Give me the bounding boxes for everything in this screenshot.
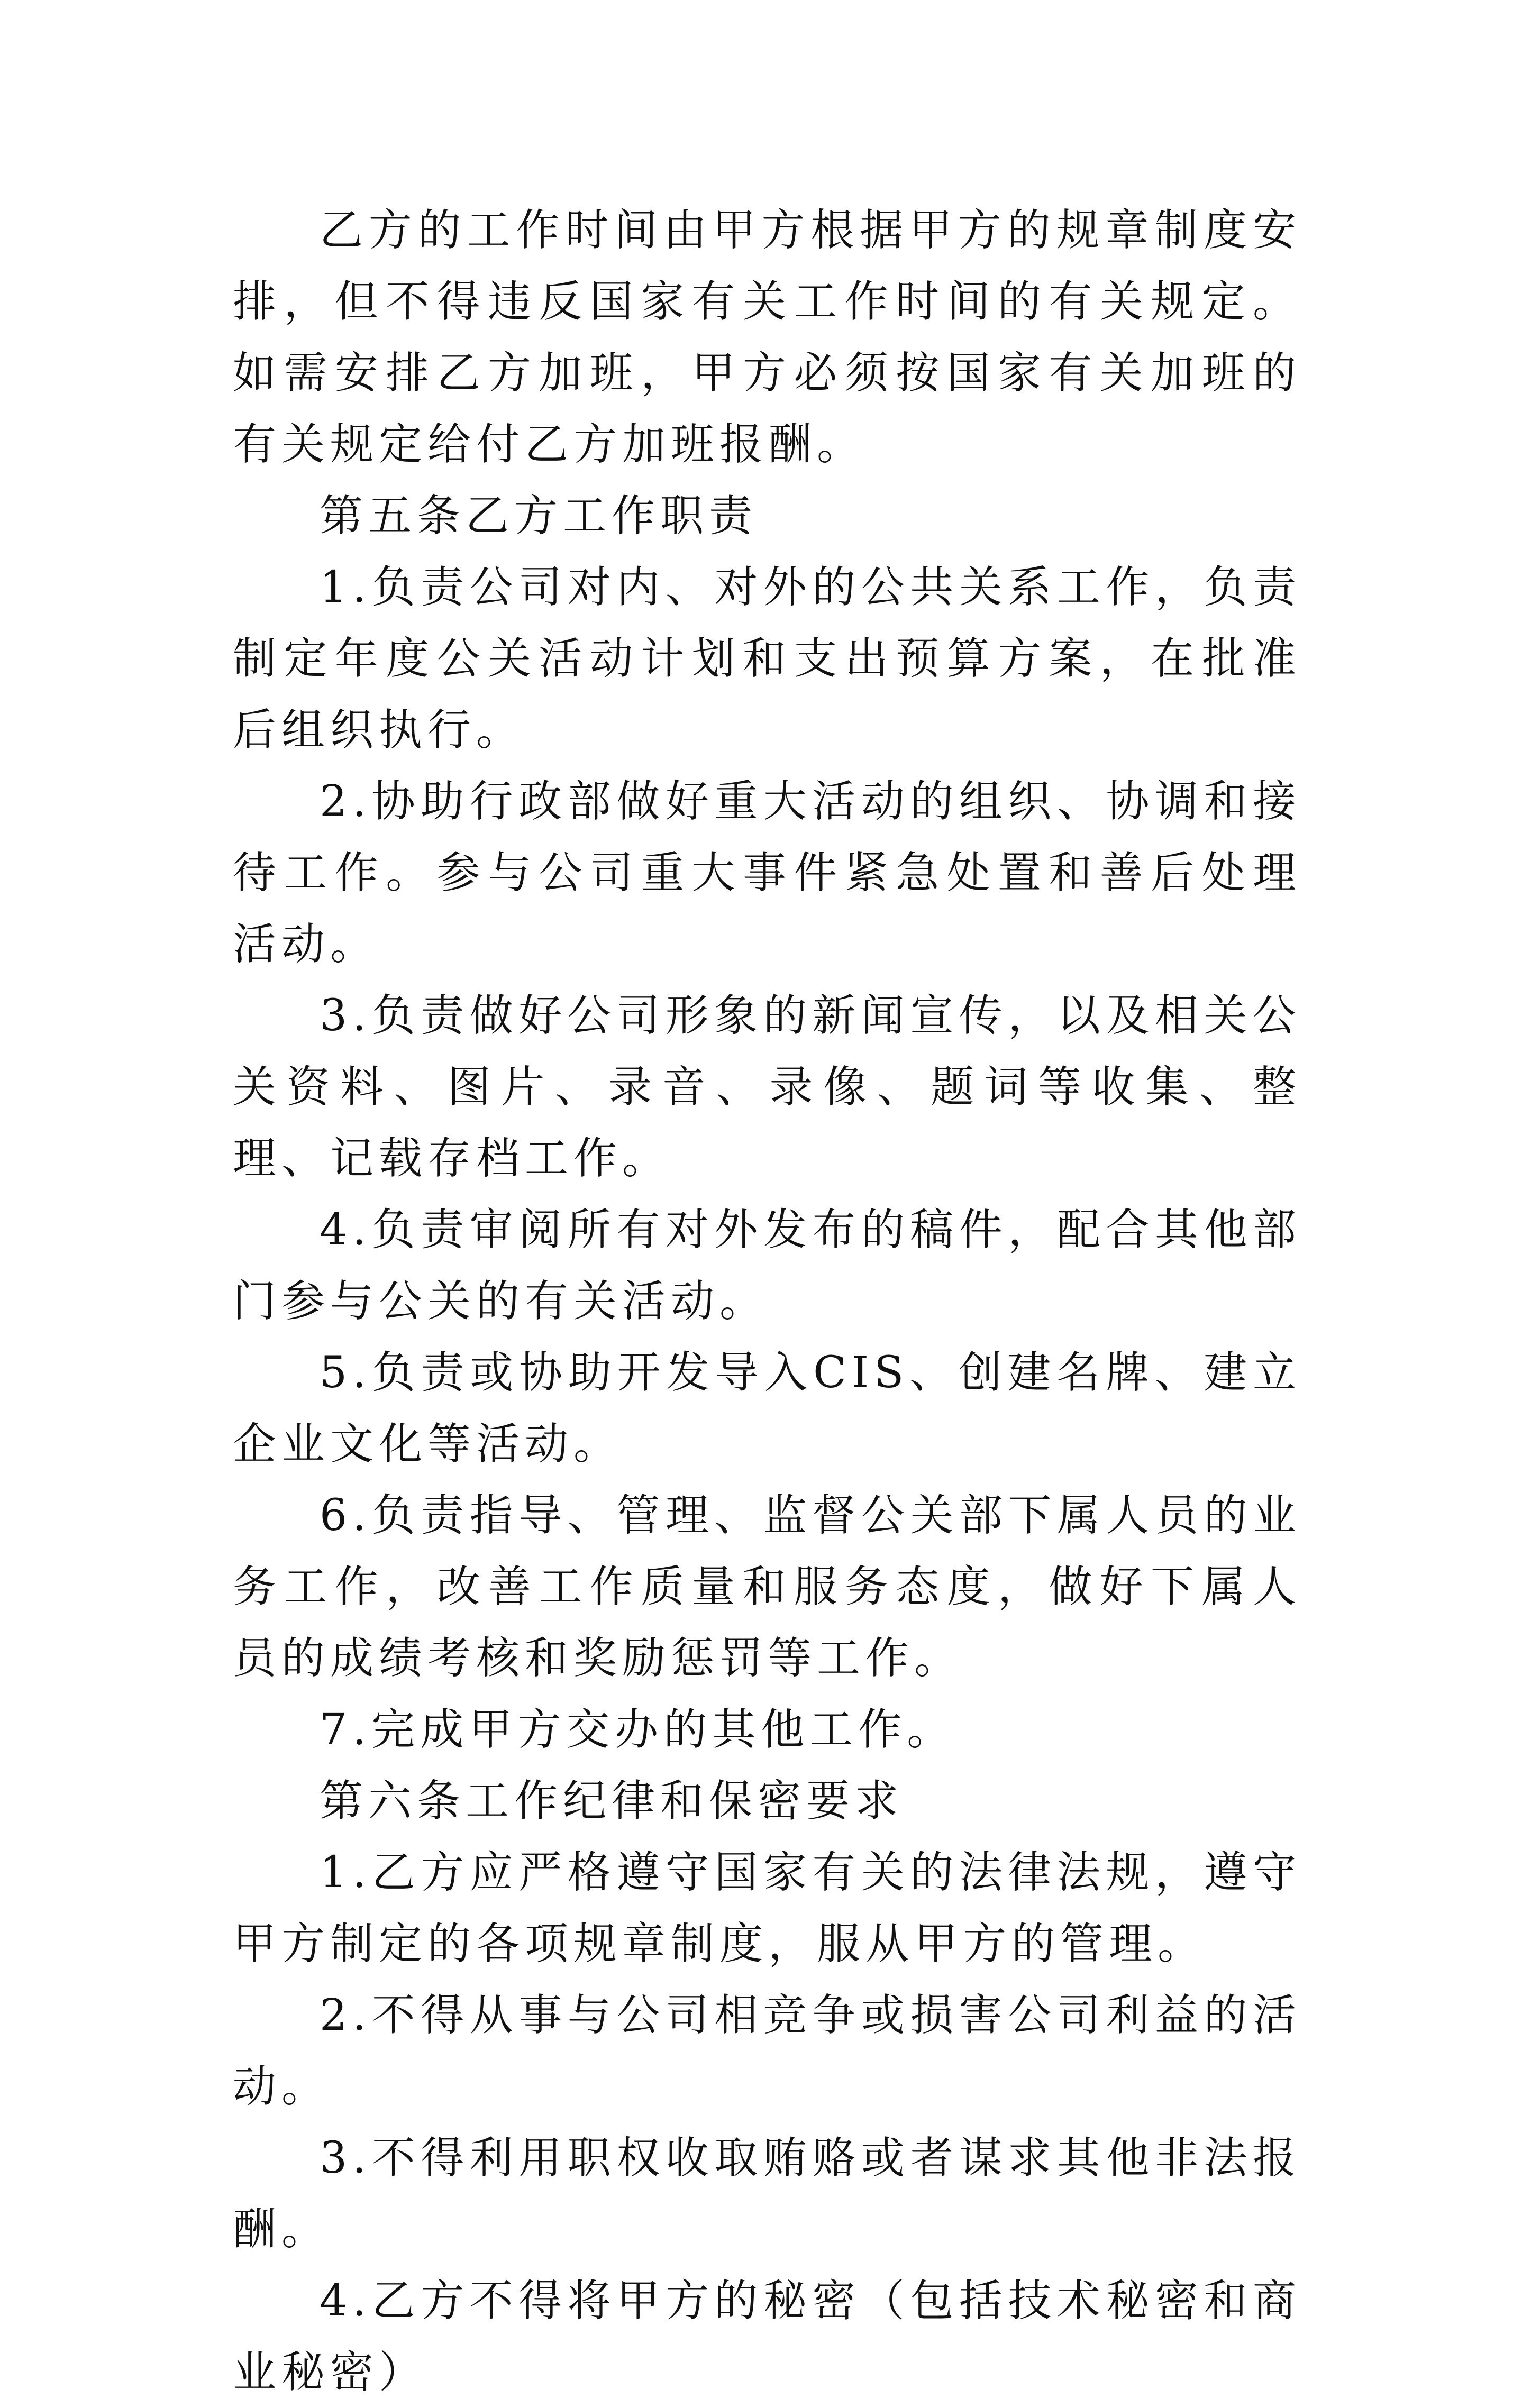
duty-item-2: 2.协助行政部做好重大活动的组织、协调和接待工作。参与公司重大事件紧急处置和善后处理活动。 <box>233 776 1301 969</box>
duty-item-5: 5.负责或协助开发导入CIS、创建名牌、建立企业文化等活动。 <box>233 1348 1301 1469</box>
document-body <box>233 195 1301 2408</box>
duty-item-3: 3.负责做好公司形象的新闻宣传，以及相关公关资料、图片、录音、录像、题词等收集、整理、记载存档工作。 <box>233 991 1301 1184</box>
discipline-item-3: 3.不得利用职权收取贿赂或者谋求其他非法报酬。 <box>233 2133 1301 2255</box>
discipline-item-4: 4.乙方不得将甲方的秘密（包括技术秘密和商业秘密） <box>233 2276 1301 2397</box>
duty-item-6: 6.负责指导、管理、监督公关部下属人员的业务工作，改善工作质量和服务态度，做好下属人员的成绩考核和奖励惩罚等工作。 <box>233 1490 1301 1683</box>
paragraph-working-hours: 乙方的工作时间由甲方根据甲方的规章制度安排，但不得违反国家有关工作时间的有关规定。如需安排乙方加班，甲方必须按国家有关加班的有关规定给付乙方加班报酬。 <box>233 205 1301 470</box>
article-5-heading: 第五条乙方工作职责 <box>320 491 758 541</box>
discipline-item-1: 1.乙方应严格遵守国家有关的法律法规，遵守甲方制定的各项规章制度，服从甲方的管理。 <box>233 1847 1301 1969</box>
duty-item-1: 1.负责公司对内、对外的公共关系工作，负责制定年度公关活动计划和支出预算方案，在批准后组织执行。 <box>233 562 1301 755</box>
article-6-heading: 第六条工作纪律和保密要求 <box>320 1776 904 1826</box>
discipline-item-2: 2.不得从事与公司相竞争或损害公司利益的活动。 <box>233 1990 1301 2112</box>
duty-item-7: 7.完成甲方交办的其他工作。 <box>320 1705 956 1755</box>
duty-item-4: 4.负责审阅所有对外发布的稿件，配合其他部门参与公关的有关活动。 <box>233 1205 1301 1326</box>
